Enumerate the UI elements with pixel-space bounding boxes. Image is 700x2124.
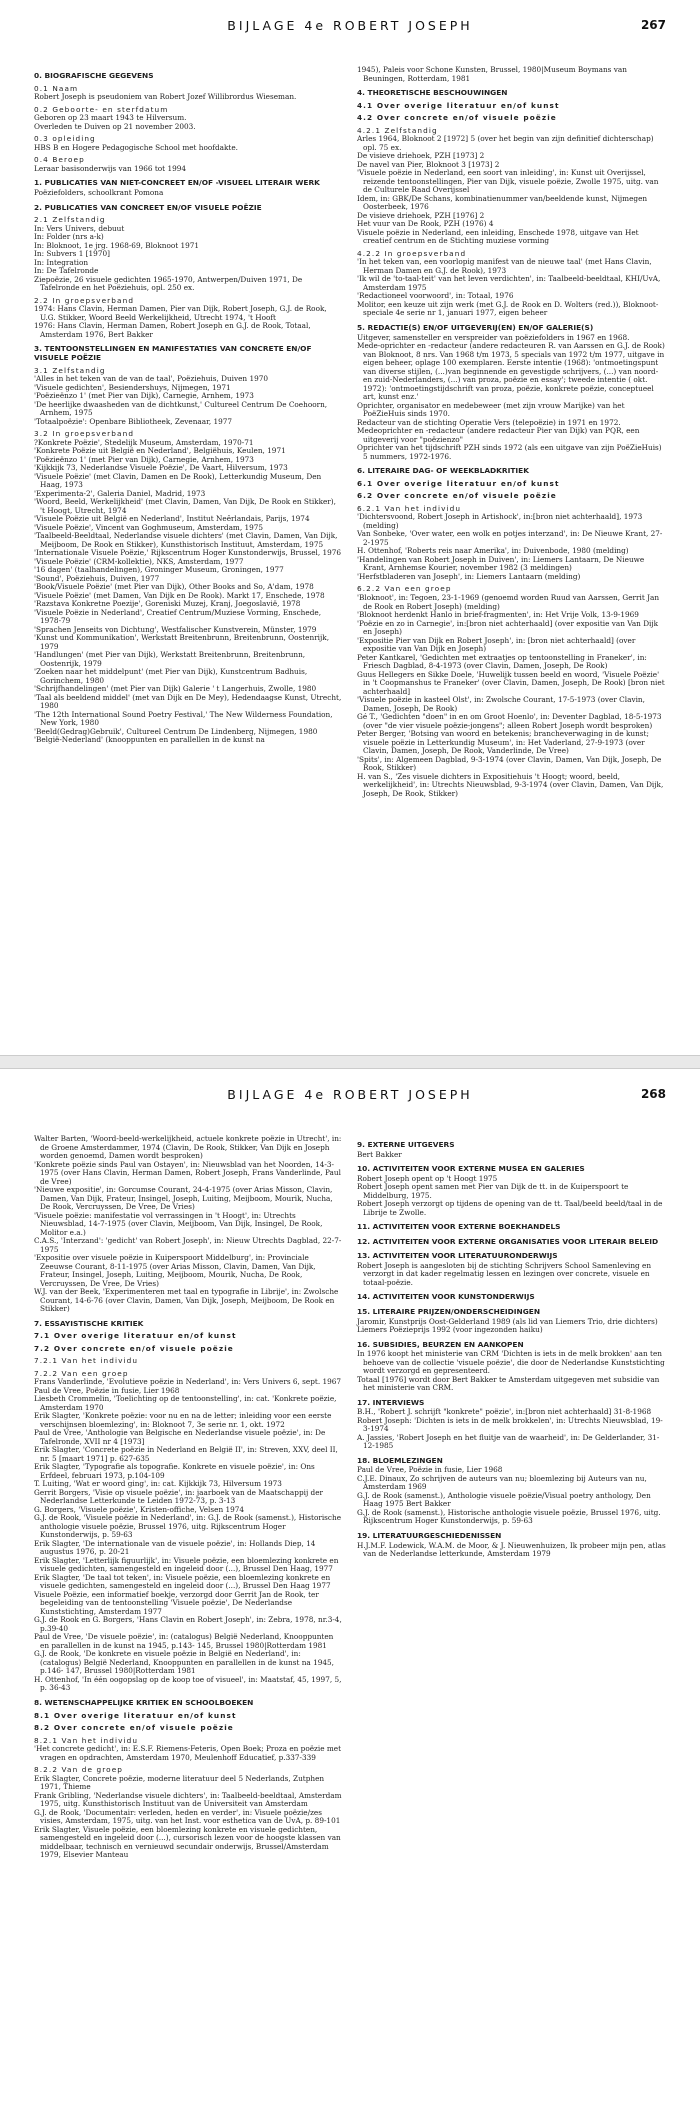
entry-text: Leraar basisonderwijs van 1966 tot 1994 bbox=[34, 163, 187, 173]
entry-text: Robert Joseph opent op 't Hoogt 1975 bbox=[357, 1173, 498, 1183]
entry-text: 'Expositie over visuele poëzie in Kuiperspoort Middelburg', in: Provinciale Zeeuwse Courant, 8-11-1975 (over Arias Misson, Clavin, Damen, Van Dijk, Frateur, Insingel, Joseph, Luiting, Meijboom, Mourik, Nucha, De Rook, Vercruyssen, De Vree, De Vries) bbox=[34, 1253, 316, 1288]
entry-text: 1974: Hans Clavin, Herman Damen, Pier van Dijk, Robert Joseph, G.J. de Rook, U.G. Stikker, Woord Beeld Werkelijkheid, Utrecht 1974, 't Hooft bbox=[34, 304, 327, 322]
entry-text: In: Subvers 1 [1970] bbox=[34, 249, 110, 259]
entry-text: 'Visuele poëzie in kasteel Olst', in: Zwolsche Courant, 17-5-1973 (over Clavin, Damen, Joseph, De Rook) bbox=[357, 695, 645, 713]
subsection-heading: 8.2.2 Van de groep bbox=[34, 1765, 124, 1775]
entry-text: 'Experimenta-2', Galeria Daniel, Madrid, 1973 bbox=[34, 488, 206, 498]
entry-text: HBS B en Hogere Pedagogische School met hoofdakte. bbox=[34, 142, 239, 152]
entry-text: 'Visuele gedichten', Besiendershuys, Nijmegen, 1971 bbox=[34, 382, 231, 392]
entry-text: Idem, in: GBK/De Schans, kombinatienummer van/beeldende kunst, Nijmegen Oosterbeek, 1976 bbox=[357, 193, 648, 212]
entry-text: H. Ottenhof, 'Roberts reis naar Amerika', in: Duivenbode, 1980 (melding) bbox=[357, 546, 629, 556]
entry-text: 1945), Paleis voor Schone Kunsten, Brussel, 1980|Museum Boymans van Beuningen, Rotterdam, 1981 bbox=[357, 65, 627, 83]
subsection-heading: 0.1 Naam bbox=[34, 83, 79, 93]
entry-text: In: Integration bbox=[34, 257, 89, 267]
entry-text: 'Sound', Poëziehuis, Duiven, 1977 bbox=[34, 573, 160, 583]
running-header bbox=[34, 1069, 666, 1105]
section-heading: 6. LITERAIRE DAG- OF WEEKBLADKRITIEK bbox=[357, 466, 529, 476]
entry-text: 'Visuele Poëzie uit België en Nederland', Institut Neêrlandais, Parijs, 1974 bbox=[34, 514, 310, 524]
left-column bbox=[34, 1135, 343, 1860]
subsection-heading: 4.2.2 In groepsverband bbox=[357, 248, 467, 258]
entry-text: Oprichter, organisator en medebeweer (met zijn vrouw Marijke) van het PoëZieHuis sinds 1970. bbox=[357, 400, 625, 419]
entry-text: De visieve driehoek, PZH [1976] 2 bbox=[357, 210, 485, 220]
right-column bbox=[357, 66, 666, 798]
subsection-heading: 0.3 opleiding bbox=[34, 134, 96, 144]
entry-text: 'Bloknoot', in: Tegoen, 23-1-1969 (genoemd worden Ruud van Aarssen, Gerrit Jan de Rook en Robert Joseph) (melding) bbox=[357, 593, 660, 611]
entry-text: G.J. de Rook, 'Documentair: verleden, heden en verder', in: Visuele poëzie/zes visies, Amsterdam, 1975, uitg. van het Inst. voor esthetica van de UvA, p. 89-101 bbox=[34, 1807, 341, 1826]
entry-text: Van Sonbeke, 'Over water, een wolk en potjes interzand', in: De Nieuwe Krant, 27-2-1975 bbox=[357, 529, 663, 547]
section-heading: 0. BIOGRAFISCHE GEGEVENS bbox=[34, 71, 154, 80]
entry-text: 'Poëzieënzo 1' (met Pier van Dijk), Carnegie, Arnhem, 1973 bbox=[34, 391, 254, 401]
entry-text: G.J. de Rook (samenst.), Anthologie visuele poëzie/Visual poetry anthology, Den Haag 1975 Bert Bakker bbox=[357, 1490, 651, 1509]
entry-text: Poëziefolders, schoolkrant Pomona bbox=[34, 188, 164, 198]
entry-text: In: De Tafelronde bbox=[34, 266, 99, 276]
entry-text: 'Woord, Beeld, Werkelijkheid' (met Clavin, Damen, Van Dijk, De Rook en Stikker), 't Hoogt, Utrecht, 1974 bbox=[34, 497, 336, 515]
subsection-heading: 4.2 Over concrete en/of visuele poëzie bbox=[357, 113, 557, 123]
section-heading: 4. THEORETISCHE BESCHOUWINGEN bbox=[357, 88, 508, 97]
entry-text: Oprichter van het tijdschrift PZH sinds 1972 (als een uitgave van zijn PoëZieHuis) 5 nummers, 1972-1976. bbox=[357, 443, 662, 461]
entry-text: G. Borgers, 'Visuele poëzie', Kristen-offiche, Velsen 1974 bbox=[34, 1504, 245, 1514]
two-column-body bbox=[34, 66, 666, 798]
section-heading: 2. PUBLICATIES VAN CONCREET EN/OF VISUELE POËZIE bbox=[34, 202, 262, 212]
page-268 bbox=[0, 1069, 700, 2124]
section-heading: 11. ACTIVITEITEN VOOR EXTERNE BOEKHANDELS bbox=[357, 1222, 561, 1232]
entry-text: Medeoprichter en -redacteur (andere redacteur Pier van Dijk) van PQR, een uitgeverij voor "poëzienzo" bbox=[357, 426, 640, 444]
entry-text: 'Handelingen van Robert Joseph in Duiven', in: Liemers Lantaarn, De Nieuwe Krant, Arnhemse Kourier, november 1982 (3 meldingen) bbox=[357, 554, 645, 573]
entry-text: 'Visuele Poëzie in Nederland', Creatief Centrum/Muziese Vorming, Enschede, 1978-79 bbox=[34, 607, 322, 626]
entry-text: G.J. de Rook, 'De konkrete en visuele poëzie in België en Nederland', in: (catalogus) België Nederland, Knooppunten en parallellen in de kunst na 1945, p.146- 147, Brussel 1980|Rotterdam 1981 bbox=[34, 1649, 334, 1676]
entry-text: 'Visuele Poëzie' (met Clavin, Damen en De Rook), Letterkundig Museum, Den Haag, 1973 bbox=[34, 471, 322, 490]
entry-text: In: Folder (nrs a-k) bbox=[34, 232, 104, 242]
entry-text: G.J. de Rook (samenst.), Historische anthologie visuele poëzie, Brussel 1976, uitg. Rijkscentrum Hoger Kunstonderwijs, p. 59-63 bbox=[357, 1507, 661, 1526]
entry-text: 'Bloknoot herdenkt Hanlo in brief-fragmenten', in: Het Vrije Volk, 13-9-1969 bbox=[357, 610, 639, 620]
section-heading: 7. ESSAYISTISCHE KRITIEK bbox=[34, 1318, 144, 1328]
subsection-heading: 4.1 Over overige literatuur en/of kunst bbox=[357, 100, 560, 110]
entry-text: 'Beeld(Gedrag)Gebruik', Cultureel Centrum De Lindenberg, Nijmegen, 1980 bbox=[34, 726, 318, 736]
entry-text: ?Konkrete Poëzie', Stedelijk Museum, Amsterdam, 1970-71 bbox=[34, 437, 254, 447]
subsection-heading: 8.2 Over concrete en/of visuele poëzie bbox=[34, 1723, 234, 1733]
page-number: 268 bbox=[640, 1087, 666, 1101]
section-heading: 19. LITERATUURGESCHIEDENISSEN bbox=[357, 1530, 502, 1540]
section-heading: 14. ACTIVITEITEN VOOR KUNSTONDERWIJS bbox=[357, 1292, 535, 1302]
section-heading: 15. LITERAIRE PRIJZEN/ONDERSCHEIDINGEN bbox=[357, 1307, 541, 1317]
entry-text: 'De heerlijke dwaasheden van de dichtkunst,' Cultureel Centrum De Coehoorn, Arnhem, 1975 bbox=[34, 399, 328, 418]
entry-text: Molitor, een keuze uit zijn werk (met G.J. de Rook en D. Wolters (red.)), Bloknoot-speciale 4e serie nr 1, januari 1977, eigen beheer bbox=[357, 299, 659, 318]
page-267 bbox=[0, 0, 700, 1055]
entry-text: 'Kijkkijk 73, Nederlandse Visuele Poëzie', De Vaart, Hilversum, 1973 bbox=[34, 463, 288, 473]
entry-text: Bert Bakker bbox=[357, 1149, 402, 1159]
entry-text: 'Konkrete Poëzie uit België en Nederland', Belgiëhuis, Keulen, 1971 bbox=[34, 446, 286, 456]
entry-text: Walter Barten, 'Woord-beeld-werkelijkheid, actuele konkrete poëzie in Utrecht', in: de Groene Amsterdammer, 1974 (Clavin, De Rook, Stikker, Van Dijk en Joseph worden genoemd, Damen wordt besproken) bbox=[34, 1134, 342, 1160]
entry-text: B.H., 'Robert J. schrijft "konkrete" poëzie', in:[bron niet achterhaald] 31-8-1968 bbox=[357, 1407, 652, 1417]
entry-text: Redacteur van de stichting Operatie Vers (telepoëzie) in 1971 en 1972. bbox=[357, 417, 621, 427]
entry-text: 'Visuele poëzie in Nederland, een soort van inleiding', in: Kunst uit Overijssel, reizende tentoonstellingen, Pier van Dijk, visuele poëzie, Zwolle 1975, uitg. van de Culturele Raad Overijssel bbox=[357, 168, 659, 195]
entry-text: Peter Berger, 'Botsing van woord en betekenis; brancheverwaging in de kunst; visuele poëzie in Letterkundig Museum', in: Het Vaderland, 27-9-1973 (over Clavin, Damen, Joseph, De Rook, Vanderlinde, De Vree) bbox=[357, 729, 649, 756]
entry-text: Jaromir, Kunstprijs Oost-Gelderland 1989 (als lid van Liemers Trio, drie dichters) bbox=[357, 1316, 658, 1326]
right-column bbox=[357, 1135, 666, 1860]
entry-text: Erik Slagter, 'Typografie als topografie. Konkrete en visuele poëzie', in: Ons Erfdeel, februari 1973, p.104-109 bbox=[34, 1462, 315, 1480]
entry-text: 'Kunst und Kommunikation', Werkstatt Breitenbrunn, Breitenbrunn, Oostenrijk, 1979 bbox=[34, 633, 330, 651]
entry-text: 'Zoeken naar het middelpunt' (met Pier van Dijk), Kunstcentrum Badhuis, Gorinchem, 1980 bbox=[34, 667, 308, 685]
left-column bbox=[34, 66, 343, 798]
entry-text: 'Internationale Visuele Poëzie,' Rijkscentrum Hoger Kunstonderwijs, Brussel, 1976 bbox=[34, 548, 342, 558]
running-header bbox=[34, 0, 666, 36]
entry-text: Erik Slagter, 'De taal tot teken', in: Visuele poëzie, een bloemlezing konkrete en visuele gedichten, samengesteld en ingeleid door (...), Brussel Den Haag 1977 bbox=[34, 1572, 331, 1591]
entry-text: 'Herfstbladeren van Joseph', in: Liemers Lantaarn (melding) bbox=[357, 571, 581, 581]
entry-text: H.J.M.F. Lodewick, W.A.M. de Moor, & J. Nieuwenhuizen, Ik probeer mijn pen, atlas van de Nederlandse letterkunde, Amsterdam 1979 bbox=[357, 1540, 666, 1559]
entry-text: H. Ottenhof, 'In één oogopslag op de koop toe of visueel', in: Maatstaf, 45, 1997, 5, p. 36-43 bbox=[34, 1674, 342, 1693]
entry-text: 'Ik wil de 'to-taal-teit' van het leven verdichten', in: Taalbeeld-beeldtaal, KHI/UvA, Amsterdam 1975 bbox=[357, 274, 661, 292]
entry-text: Paul de Vree, Poëzie in fusie, Lier 1968 bbox=[357, 1465, 503, 1475]
subsection-heading: 6.2.2 Van een groep bbox=[357, 584, 452, 594]
entry-text: 'Alles in het teken van de van de taal', Poëziehuis, Duiven 1970 bbox=[34, 374, 269, 384]
entry-text: 'België-Nederland' (knooppunten en parallellen in de kunst na bbox=[34, 735, 265, 745]
entry-text: Erik Slagter, Visuele poëzie, een bloemlezing konkrete en visuele gedichten, samengesteld en ingeleid door (...), cursorisch lezen voor de hoogste klassen van middelbaar, technisch en vernieuwd secundair onderwijs, Brussel/Amsterdam 1979, Elsevier Manteau bbox=[34, 1824, 341, 1860]
entry-text: Mede-oprichter en -redacteur (andere redacteuren R. van Aarssen en G.J. de Rook) van Bloknoot, 8 nrs. Van 1968 t/m 1973, 5 specials van 1972 t/m 1977, uitgave in eigen beheer, oplage 100 exemplaren. Eerste intentie (1968): 'ontmoetingspunt van diverse stijlen, (...)van beginnende en gevestigde schrijvers, (...) van noord- en zuid-Nederlanders, (...) van proza, poëzie en essay'; tweede intentie ( okt. 1972): 'ontmoetingstijdschrift van proza, poëzie, konkrete poëzie, conceptueel art, kunst enz.' bbox=[357, 341, 665, 402]
entry-text: 'Redactioneel voorwoord', in: Totaal, 1976 bbox=[357, 291, 514, 301]
subsection-heading: 3.2 In groepsverband bbox=[34, 429, 135, 439]
subsection-heading: 8.1 Over overige literatuur en/of kunst bbox=[34, 1710, 237, 1720]
section-heading: 9. EXTERNE UITGEVERS bbox=[357, 1140, 455, 1149]
entry-text: In: Bloknoot, 1e jrg. 1968-69, Bloknoot 1971 bbox=[34, 240, 200, 250]
entry-text: Erik Slagter, 'Concrete poëzie in Nederland en België II', in: Streven, XXV, deel II, nr. 5 [maart 1971] p. 627-635 bbox=[34, 1445, 338, 1463]
entry-text: Gerrit Borgers, 'Visie op visuele poëzie', in: jaarboek van de Maatschappij der Nederlandse Letterkunde te Leiden 1972-73, p. 3-13 bbox=[34, 1487, 324, 1506]
entry-text: C.J.E. Dinaux, Zo schrijven de auteurs van nu; bloemlezing bij Auteurs van nu, Amsterdam 1969 bbox=[357, 1473, 647, 1492]
entry-text: Robert Joseph verzorgt op tijdens de opening van de tt. Taal/beeld beeld/taal in de Librije te Zwolle. bbox=[357, 1199, 663, 1217]
entry-text: In 1976 koopt het ministerie van CRM 'Dichten is iets in de melk brokken' aan ten behoeve van de collectie 'visuele poëzie', die door de Nederlandse Kunststichting wordt verzorgd en gepresenteerd. bbox=[357, 1349, 665, 1376]
entry-text: Gé T., 'Gedichten "doen" in en om Groot Hoenlo', in: Deventer Dagblad, 18-5-1973 (over "de vier visuele poëzie-jongens"; alleen Robert Joseph wordt besproken) bbox=[357, 712, 662, 730]
subsection-heading: 6.1 Over overige literatuur en/of kunst bbox=[357, 478, 560, 488]
entry-text: Erik Slagter, Concrete poëzie, moderne literatuur deel 5 Nederlands, Zutphen 1971, Thieme bbox=[34, 1773, 325, 1792]
entry-text: 'Poëzie en zo in Carnegie', in:[bron niet achterhaald] (over expositie van Van Dijk en Joseph) bbox=[357, 618, 659, 637]
subsection-heading: 7.1 Over overige literatuur en/of kunst bbox=[34, 1331, 237, 1341]
entry-text: Frank Gribling, 'Nederlandse visuele dichters', in: Taalbeeld-beeldtaal, Amsterdam 1975, uitg. Kunsthistorisch Instituut van de Universiteit van Amsterdam bbox=[34, 1790, 342, 1809]
subsection-heading: 4.2.1 Zelfstandig bbox=[357, 125, 438, 135]
page-number: 267 bbox=[640, 18, 666, 32]
entry-text: 'Visuele Poëzie', Vincent van Goghmuseum, Amsterdam, 1975 bbox=[34, 522, 264, 532]
two-column-body bbox=[34, 1135, 666, 1860]
running-title: BIJLAGE 4e ROBERT JOSEPH bbox=[227, 1087, 473, 1102]
section-heading: 10. ACTIVITEITEN VOOR EXTERNE MUSEA EN GALERIES bbox=[357, 1164, 585, 1174]
subsection-heading: 7.2.1 Van het individu bbox=[34, 1356, 139, 1366]
subsection-heading: 7.2 Over concrete en/of visuele poëzie bbox=[34, 1343, 234, 1353]
running-title: BIJLAGE 4e ROBERT JOSEPH bbox=[227, 18, 473, 33]
entry-text: Robert Joseph opent samen met Pier van Dijk de tt. in de Kuiperspoort te Middelburg, 1975. bbox=[357, 1182, 629, 1200]
entry-text: Erik Slagter, 'De internationale van de visuele poëzie', in: Hollands Diep, 14 augustus 1976, p. 20-21 bbox=[34, 1538, 316, 1557]
entry-text: 'Sprachen Jenseits von Dichtung', Westfalischer Kunstverein, Münster, 1979 bbox=[34, 624, 317, 634]
entry-text: 'In het teken van, een voorlopig manifest van de nieuwe taal' (met Hans Clavin, Herman Damen en G.J. de Rook), 1973 bbox=[357, 257, 652, 275]
entry-text: 'Visuele poëzie: manifestatie vol verrassingen in 't Hoogt', in: Utrechts Nieuwsblad, 14-7-1975 (over Clavin, Meijboom, Van Dijk, Insingel, De Rook, Molitor e.a.) bbox=[34, 1210, 323, 1237]
entry-text: 'The 12th International Sound Poetry Festival,' The New Wilderness Foundation, New York, 1980 bbox=[34, 709, 333, 728]
entry-text: Liemers Poëzieprijs 1992 (voor ingezonden haiku) bbox=[357, 1325, 543, 1335]
entry-text: 'Handlungen' (met Pier van Dijk), Werkstatt Breitenbrunn, Breitenbrunn, Oostenrijk, 1979 bbox=[34, 650, 306, 668]
entry-text: Robert Joseph is aangesloten bij de stichting Schrijvers School Samenleving en verzorgt in dat kader regelmatig lessen en lezingen over concrete, visuele en totaal-poëzie. bbox=[357, 1260, 652, 1287]
entry-text: 'Schrijfhandelingen' (met Pier van Dijk) Galerie ' t Langerhuis, Zwolle, 1980 bbox=[34, 684, 317, 694]
entry-text: Frans Vanderlinde, 'Evolutieve poëzie in Nederland', in: Vers Univers 6, sept. 1967 bbox=[34, 1377, 342, 1387]
entry-text: 'Visuele Poëzie' (CRM-kollektie), NKS, Amsterdam, 1977 bbox=[34, 556, 244, 566]
section-heading: 16. SUBSIDIES, BEURZEN EN AANKOPEN bbox=[357, 1339, 524, 1349]
entry-text: 'Totaalpoëzie': Openbare Bibliotheek, Zevenaar, 1977 bbox=[34, 416, 233, 426]
entry-text: Liesbeth Crommelin, 'Toelichting op de tentoonstelling', in: cat. 'Konkrete poëzie, Amsterdam 1970 bbox=[34, 1394, 337, 1412]
entry-text: Uitgever, samensteller en verspreider van poëziefolders in 1967 en 1968. bbox=[357, 332, 630, 342]
subsection-heading: 2.2 In groepsverband bbox=[34, 295, 135, 305]
subsection-heading: 7.2.2 Van een groep bbox=[34, 1368, 129, 1378]
entry-text: Paul de Vree, 'De visuele poëzie', in: (catalogus) België Nederland, Knooppunten en parallellen in de kunst na 1945, p.143- 145, Brussel 1980|Rotterdam 1981 bbox=[34, 1632, 334, 1650]
entry-text: Geboren op 23 maart 1943 te Hilversum. bbox=[34, 113, 187, 123]
entry-text: Peter Kantkarel, 'Gedichten met extraatjes op tentoonstelling in Franeker', in: Friesch Dagblad, 8-4-1973 (over Clavin, Damen, Joseph, De Rook) bbox=[357, 652, 647, 671]
section-heading: 12. ACTIVITEITEN VOOR EXTERNE ORGANISATIES VOOR LITERAIR BELEID bbox=[357, 1236, 659, 1246]
entry-text: Ziepoëzie, 26 visuele gedichten 1965-1970, Antwerpen/Duiven 1971, De Tafelronde en het Poëziehuis, opl. 250 ex. bbox=[34, 274, 303, 293]
entry-text: Erik Slagter, 'Konkrete poëzie: voor nu en na de letter; inleiding voor een eerste verschijnsen bloemlezing', in: Bloknoot 7, 3e serie nr. 1, okt. 1972 bbox=[34, 1411, 332, 1429]
entry-text: 'Spits', in: Algemeen Dagblad, 9-3-1974 (over Clavin, Damen, Van Dijk, Joseph, De Rook, Stikker) bbox=[357, 754, 662, 773]
subsection-heading: 6.2 Over concrete en/of visuele poëzie bbox=[357, 491, 557, 501]
entry-text: Robert Joseph is pseudoniem van Robert Jozef Willibrordus Wieseman. bbox=[34, 92, 297, 102]
entry-text: 'Konkrete poëzie sinds Paul van Ostayen', in: Nieuwsblad van het Noorden, 14-3-1975 (over Hans Clavin, Herman Damen, Robert Joseph, Frans Vanderlinde, Paul de Vree) bbox=[34, 1159, 341, 1186]
entry-text: De navel van Pier, Bloknoot 3 [1973] 2 bbox=[357, 159, 500, 169]
section-heading: 18. BLOEMLEZINGEN bbox=[357, 1455, 443, 1465]
entry-text: 'Poëzieënzo 1' (met Pier van Dijk), Carnegie, Arnhem, 1973 bbox=[34, 454, 254, 464]
entry-text: C.A.S., 'Interzand': 'gedicht' van Robert Joseph', in: Nieuw Utrechts Dagblad, 22-7-1975 bbox=[34, 1236, 342, 1254]
subsection-heading: 6.2.1 Van het individu bbox=[357, 503, 462, 513]
entry-text: Paul de Vree, Poëzie in fusie, Lier 1968 bbox=[34, 1385, 180, 1395]
section-heading: 5. REDACTIE(S) EN/OF UITGEVERIJ(EN) EN/OF GALERIE(S) bbox=[357, 322, 594, 332]
entry-text: Visuele Poëzie, een informatief boekje, verzorgd door Gerrit Jan de Rook, ter begeleiding van de tentoonstelling 'Visuele poëzie', De Nederlandse Kunststichting, Amsterdam 1977 bbox=[34, 1589, 319, 1616]
entry-text: 'Nieuwe expositie', in: Gorcumse Courant, 24-4-1975 (over Arias Misson, Clavin, Damen, Van Dijk, Frateur, Insingel, Joseph, Luiting, Meijboom, Mourik, Nucha, De Rook, Vercruyssen, De Vree, De Vries) bbox=[34, 1185, 333, 1211]
entry-text: 'Visuele Poëzie' (met Damen, Van Dijk en De Rook). Markt 17, Enschede, 1978 bbox=[34, 590, 325, 600]
entry-text: A. Jassies, 'Robert Joseph en het fluitje van de waarheid', in: De Gelderlander, 31-12-1985 bbox=[357, 1432, 660, 1451]
subsection-heading: 0.2 Geboorte- en sterfdatum bbox=[34, 104, 169, 114]
page-divider bbox=[0, 1055, 700, 1069]
entry-text: 'Het concrete gedicht', in: E.S.F. Riemens-Feteris, Open Boek; Proza en poëzie met vragen en opdrachten, Amsterdam 1970, Meulenhoff Educatief, p.337-339 bbox=[34, 1744, 342, 1762]
entry-text: 'Razstava Konkretne Poezije', Goreniski Muzej, Kranj, Joegoslavië, 1978 bbox=[34, 599, 301, 609]
entry-text: Het vuur van De Rook, PZH (1976) 4 bbox=[357, 219, 494, 229]
entry-text: 'Taalbeeld-Beeldtaal, Nederlandse visuele dichters' (met Clavin, Damen, Van Dijk, Meijboom, De Rook en Stikker), Kunsthistorisch Instituut, Amsterdam, 1975 bbox=[34, 531, 338, 549]
entry-text: Paul de Vree, 'Anthologie van Belgische en Nederlandse visuele poëzie', in: De Tafelronde, XVII nr 4 [1973] bbox=[34, 1428, 326, 1446]
entry-text: W.J. van der Beek, 'Experimenteren met taal en typografie in Librije', in: Zwolsche Courant, 14-6-76 (over Clavin, Damen, Van Dijk, Joseph, Meijboom, De Rook en Stikker) bbox=[34, 1287, 339, 1313]
entry-text: 'Taal als beeldend middel' (met van Dijk en De Mey), Hedendaagse Kunst, Utrecht, 1980 bbox=[34, 692, 342, 711]
entry-text: Arles 1964, Bloknoot 2 [1972] 5 (over het begin van zijn definitief dichterschap) opl. 75 ex. bbox=[357, 134, 654, 152]
entry-text: Overleden te Duiven op 21 november 2003. bbox=[34, 121, 196, 131]
entry-text: In: Vers Univers, debuut bbox=[34, 223, 125, 233]
entry-text: Guus Hellegers en Sikke Doele, 'Huwelijk tussen beeld en woord, 'Visuele Poëzie' in 't Coopmanshus te Franeker' (over Clavin, Damen, Joseph, De Rook) [bron niet achterhaald] bbox=[357, 669, 665, 696]
entry-text: G.J. de Rook, 'Visuele poëzie in Nederland', in: G.J. de Rook (samenst.), Historische anthologie visuele poëzie, Brussel 1976, uitg. Rijkscentrum Hoger Kunstonderwijs, p. 59-63 bbox=[34, 1513, 342, 1540]
section-heading: 17. INTERVIEWS bbox=[357, 1397, 425, 1407]
entry-text: Visuele poëzie in Nederland, een inleiding, Enschede 1978, uitgave van Het creatief centrum en de Stichting muziese vorming bbox=[357, 227, 639, 246]
entry-text: 'Dichtersvoond, Robert Joseph in Artishock', in:[bron niet achterhaald], 1973 (melding) bbox=[357, 512, 643, 530]
subsection-heading: 0.4 Beroep bbox=[34, 155, 85, 165]
entry-text: De visieve driehoek, PZH [1973] 2 bbox=[357, 151, 485, 161]
entry-text: H. van S., 'Zes visuele dichters in Expositiehuis 't Hoogt; woord, beeld, werkelijkheid', in: Utrechts Nieuwsblad, 9-3-1974 (over Clavin, Damen, Van Dijk, Joseph, De Rook, Stikker) bbox=[357, 771, 664, 798]
section-heading: 1. PUBLICATIES VAN NIET-CONCREET EN/OF -VISUEEL LITERAIR WERK bbox=[34, 178, 320, 188]
entry-text: 'Expositie Pier van Dijk en Robert Joseph', in: [bron niet achterhaald] (over expositie van Van Dijk en Joseph) bbox=[357, 635, 636, 654]
entry-text: '16 dagen' (taalhandelingen), Groninger Museum, Groningen, 1977 bbox=[34, 565, 284, 575]
entry-text: Totaal [1976] wordt door Bert Bakker te Amsterdam uitgegeven met subsidie van het ministerie van CRM. bbox=[357, 1374, 660, 1393]
entry-text: G.J. de Rook en G. Borgers, 'Hans Clavin en Robert Joseph', in: Zebra, 1978, nr.3-4, p.39-40 bbox=[34, 1615, 342, 1633]
subsection-heading: 8.2.1 Van het individu bbox=[34, 1735, 139, 1745]
entry-text: Robert Joseph: 'Dichten is iets in de melk brokkelen', in: Utrechts Nieuwsblad, 19-3-1974 bbox=[357, 1415, 663, 1434]
entry-text: T. Luiting, 'Wat er woord ging', in: cat. Kijkkijk 73, Hilversum 1973 bbox=[34, 1479, 282, 1489]
section-heading: 3. TENTOONSTELLINGEN EN MANIFESTATIES VAN CONCRETE EN/OF VISUELE POËZIE bbox=[34, 344, 312, 362]
entry-text: 1976: Hans Clavin, Herman Damen, Robert Joseph en G.J. de Rook, Totaal, Amsterdam 1976, Bert Bakker bbox=[34, 321, 311, 339]
subsection-heading: 2.1 Zelfstandig bbox=[34, 215, 106, 225]
subsection-heading: 3.1 Zelfstandig bbox=[34, 365, 106, 375]
entry-text: 'Book/Visuele Poëzie' (met Pier van Dijk), Other Books and So, A'dam, 1978 bbox=[34, 582, 314, 592]
section-heading: 8. WETENSCHAPPELIJKE KRITIEK EN SCHOOLBOEKEN bbox=[34, 1697, 254, 1707]
entry-text: Erik Slagter, 'Letterlijk figuurlijk', in: Visuele poëzie, een bloemlezing konkrete en visuele gedichten, samengesteld en ingeleid door (...), Brussel Den Haag, 1977 bbox=[34, 1555, 339, 1574]
section-heading: 13. ACTIVITEITEN VOOR LITERATUURONDERWIJS bbox=[357, 1251, 558, 1261]
